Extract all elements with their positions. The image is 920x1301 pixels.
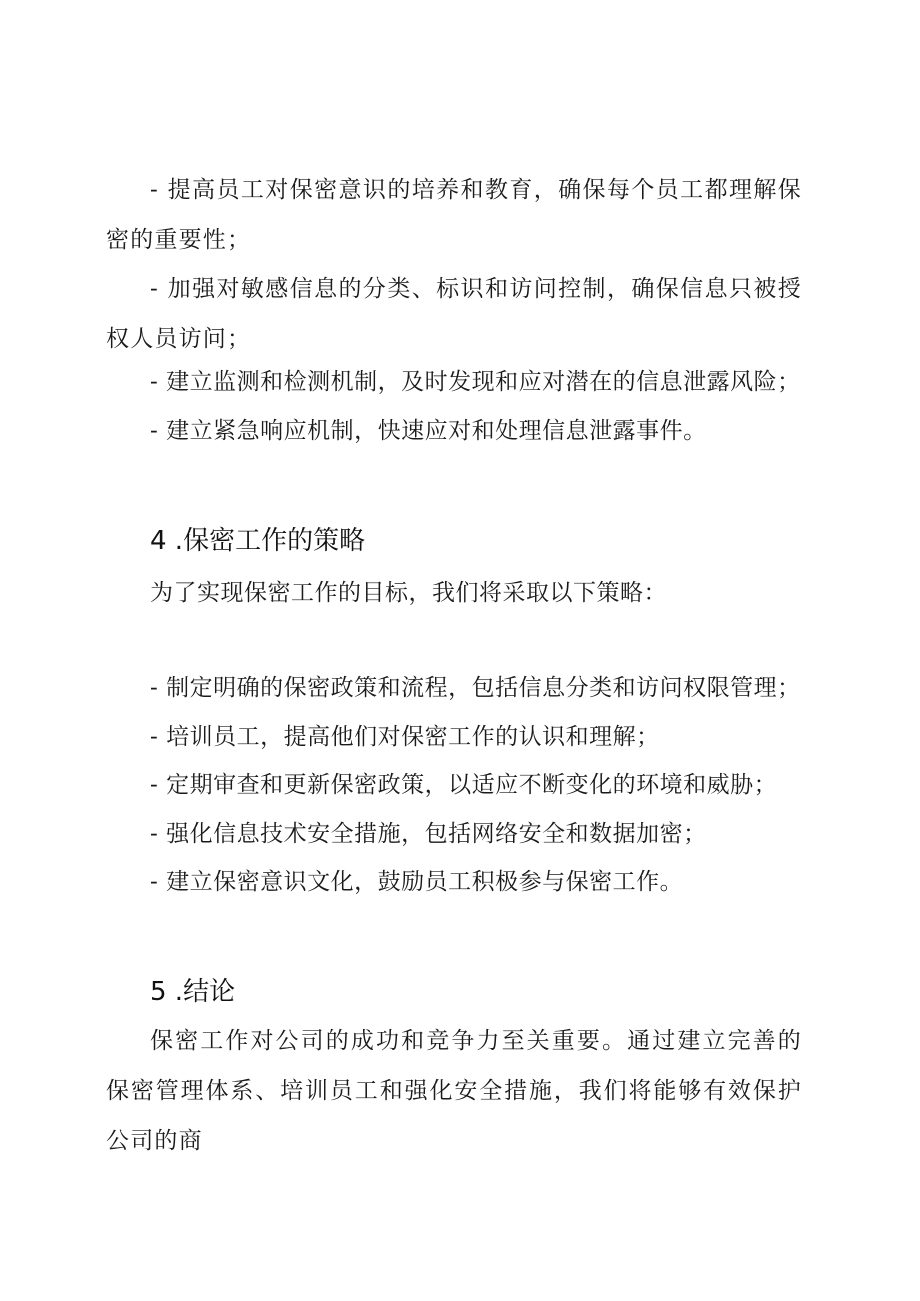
conclusion-paragraph: 保密工作对公司的成功和竞争力至关重要。通过建立完善的保密管理体系、培训员工和强化安全措施，我们将能够有效保护公司的商 xyxy=(106,1028,802,1154)
section-4-heading: 4 .保密工作的策略 xyxy=(150,526,366,556)
strategy-bullet-it-security: - 强化信息技术安全措施，包括网络安全和数据加密； xyxy=(150,821,707,847)
strategy-bullet-training: - 培训员工，提高他们对保密工作的认识和理解； xyxy=(150,724,660,750)
bullet-awareness: - 提高员工对保密意识的培养和教育，确保每个员工都理解保密的重要性； xyxy=(106,177,802,253)
strategy-bullet-culture: - 建立保密意识文化，鼓励员工积极参与保密工作。 xyxy=(150,869,684,895)
strategy-bullet-policy: - 制定明确的保密政策和流程，包括信息分类和访问权限管理； xyxy=(150,675,801,701)
strategy-bullet-review: - 定期审查和更新保密政策，以适应不断变化的环境和威胁； xyxy=(150,772,778,798)
bullet-monitoring: - 建立监测和检测机制，及时发现和应对潜在的信息泄露风险； xyxy=(150,369,801,395)
section-4-intro: 为了实现保密工作的目标，我们将采取以下策略： xyxy=(150,580,667,606)
section-5-heading: 5 .结论 xyxy=(150,977,236,1007)
bullet-access-control: - 加强对敏感信息的分类、标识和访问控制，确保信息只被授权人员访问； xyxy=(106,276,802,352)
bullet-emergency-response: - 建立紧急响应机制，快速应对和处理信息泄露事件。 xyxy=(150,418,707,444)
